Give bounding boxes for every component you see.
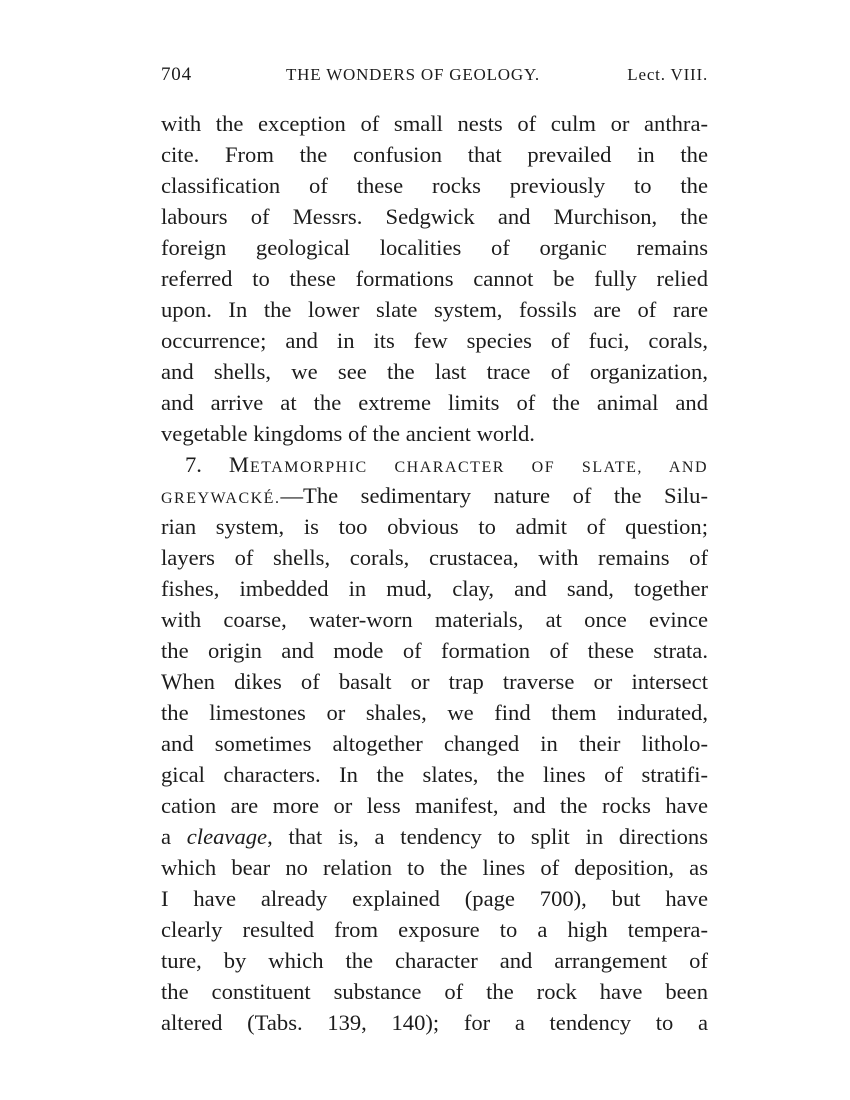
running-header [161, 64, 708, 88]
text-line: ture, by which the character and arrangement of [161, 948, 708, 973]
text-line: and shells, we see the last trace of organization, [161, 359, 708, 384]
text-line: altered (Tabs. 139, 140); for a tendency to a [161, 1010, 708, 1035]
text-line: clearly resulted from exposure to a high tempera- [161, 917, 708, 942]
text-line: with the exception of small nests of culm or anthra- [161, 111, 708, 136]
text-line-cleavage [161, 821, 708, 852]
text-line: vegetable kingdoms of the ancient world. [161, 421, 535, 446]
text-line: labours of Messrs. Sedgwick and Murchison, the [161, 204, 708, 229]
text-line: the limestones or shales, we find them indurated, [161, 700, 708, 725]
text-line: occurrence; and in its few species of fuci, corals, [161, 328, 708, 353]
text-line: with coarse, water-worn materials, at once evince [161, 607, 708, 632]
text-line: cation are more or less manifest, and the rocks have [161, 793, 708, 818]
text-line: cite. From the confusion that prevailed in the [161, 142, 708, 167]
page-number: 704 [161, 64, 192, 85]
text-line: layers of shells, corals, crustacea, with remains of [161, 545, 708, 570]
cleavage-term: cleavage [186, 824, 268, 849]
text-line: gical characters. In the slates, the lines of stratifi- [161, 762, 708, 787]
text-line: foreign geological localities of organic remains [161, 235, 708, 260]
section-heading-text: ETAMORPHIC CHARACTER OF SLATE, AND [249, 459, 708, 476]
section-heading-initial: M [228, 452, 250, 477]
text-line: and arrive at the extreme limits of the animal and [161, 390, 708, 415]
text-line: and sometimes altogether changed in their litholo- [161, 731, 708, 756]
section-text: —The sedimentary nature of the Silu- [280, 483, 708, 508]
text-line: the constituent substance of the rock have been [161, 979, 708, 1004]
text-line: upon. In the lower slate system, fossils are of rare [161, 297, 708, 322]
cleavage-after: , that is, a tendency to split in directions [267, 824, 708, 849]
running-title: THE WONDERS OF GEOLOGY. [286, 65, 540, 84]
text-line: When dikes of basalt or trap traverse or intersect [161, 669, 708, 694]
section-heading-continued: GREYWACKÉ. [161, 490, 281, 507]
text-line: which bear no relation to the lines of deposition, as [161, 855, 708, 880]
text-line: referred to these formations cannot be fully relied [161, 266, 708, 291]
body-text [161, 108, 708, 1038]
lecture-label: Lect. VIII. [627, 65, 708, 84]
text-line: the origin and mode of formation of these strata. [161, 638, 708, 663]
section-number: 7. [185, 452, 202, 477]
section-heading-line [161, 449, 708, 480]
text-line: rian system, is too obvious to admit of question; [161, 514, 708, 539]
text-line: fishes, imbedded in mud, clay, and sand, together [161, 576, 708, 601]
text-line: classification of these rocks previously to the [161, 173, 708, 198]
text-line: I have already explained (page 700), but have [161, 886, 708, 911]
section-heading-line [161, 480, 708, 511]
cleavage-before: a [161, 824, 187, 849]
